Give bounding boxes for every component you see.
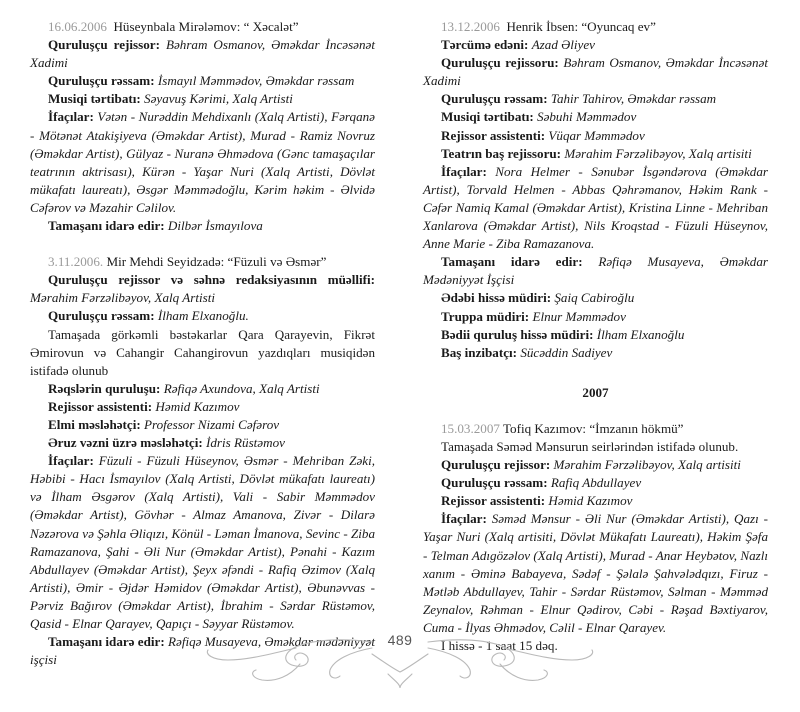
credit-value: Mərahim Fərzəlibəyov, Xalq artisiti <box>564 145 752 161</box>
credit-value: Sücəddin Sadiyev <box>520 344 613 360</box>
premiere-date: 15.03.2007 <box>441 420 500 436</box>
credit-line <box>30 90 375 108</box>
cast-list <box>423 510 768 637</box>
credit-value: Həmid Kazımov <box>548 493 633 509</box>
credit-label: Truppa müdiri: <box>441 308 530 324</box>
credit-value: Füzuli - Füzuli Hüseynov, Əsmər - Mehriban Zəki, Həbibi - Hacı İsmayılov (Xalq Artisti, Dövlət mükafatı laureatı) və İlham Əsgərov (Xalq Artisti), Vali - Sabir Məmmədov (Əməkdar Artist), Gövhər - Almaz Amanova, Zivər - Dilarə Nəzərova və Şəhla Əliqızı, Könül - Ləman İmanova, Sevinc - Ziba Ramazanova, Şahi - Əli Nur (Əməkdar Artist), Pənahi - Kazım Abdullayev (Əməkdar Artist), Şeyx əfəndi - Rafiq Əzimov (Xalq Artisti), Əmir - Əjdər Həmidov (Əməkdar Artist), Əbunəvvas - Pərviz Bağırov (Əməkdar Artist), İbrahim - Sərdar Rüstəmov, Qasid - Elnar Qarayev, Qapıçı - Səyyar Rüstəmov. <box>30 453 375 631</box>
credit-value: Həmid Kazımov <box>155 398 240 414</box>
credit-value: Professor Nizami Cəfərov <box>144 416 280 432</box>
note-text: Tamaşada Səməd Mənsurun seirlərindən istifadə olunub. <box>441 438 739 454</box>
credit-label: Quruluşçu rejissor: <box>48 37 160 53</box>
credit-value: Vüqar Məmmədov <box>548 127 645 143</box>
credit-value: Nora Helmer - Sənubər İsgəndərova (Əməkdar Artist), Torvald Helmen - Abbas Qəhrəmanov, Həkim Rank - Cəfər Namiq Kamal (Əməkdar Artist), Kristina Linne - Mehriban Xanlarova (Əməkdar Artist), Nils Kroqstad - Füzuli Hüseynov, Anne Marie - Ziba Ramazanova. <box>423 163 768 252</box>
credit-line <box>423 326 768 344</box>
credit-line <box>423 54 768 90</box>
right-column <box>423 18 768 673</box>
credit-value: Səməd Mənsur - Əli Nur (Əməkdar Artisti), Qazı - Yaşar Nuri (Xalq artisiti, Dövlət Mükafatı Laureatı), Həkim Şəfa - Telman Adıgözəlov (Xalq Artisti), Murad - Anar Heybətov, Nazlı xanım - Əminə Babayeva, Sədəf - Şəlalə Şahvələdqızı, Firuz - Mətləb Abdullayev, Tahir - Sərdar Rüstəmov, Səlman - Məmməd Zeynalov, Rəhman - Elnur Qədirov, Cəbi - Rəşad Bəxtiyarov, Cuma - İlyas Əhmədov, Cəlil - Elnar Qarayev. <box>423 511 768 635</box>
credit-line <box>30 307 375 325</box>
credit-label: Əruz vəzni üzrə məsləhətçi: <box>48 435 203 451</box>
credit-label: Quruluşçu rejissor: <box>441 457 551 473</box>
left-column <box>30 18 375 687</box>
credit-value: Səyavuş Kərimi, Xalq Artisti <box>144 91 293 107</box>
credit-label: İfaçılar: <box>48 109 94 125</box>
credit-line <box>423 145 768 163</box>
credit-label: Rejissor assistenti: <box>48 398 153 414</box>
page-number: 489 <box>387 632 413 648</box>
credit-line <box>423 127 768 145</box>
page-footer <box>0 628 800 702</box>
play-entry <box>30 253 375 669</box>
play-title: Hüseynbala Mirələmov: “ Xəcalət” <box>113 19 299 34</box>
credit-value: Elnur Məmmədov <box>532 308 626 324</box>
credit-value: İdris Rüstəmov <box>206 435 285 451</box>
credit-value: Bəhram Osmanov, Əməkdar İncəsənət Xadimi <box>30 37 375 71</box>
credit-value: Şaiq Cabiroğlu <box>554 290 635 306</box>
credit-value: Səbuhi Məmmədov <box>537 109 637 125</box>
credit-line <box>423 456 768 474</box>
credit-value: Rəfiqə Axundova, Xalq Artisti <box>163 380 320 396</box>
play-title: Tofiq Kazımov: “İmzanın hökmü” <box>502 420 684 436</box>
credit-value: Vətən - Nurəddin Mehdixanlı (Xalq Artisti), Fərqanə - Mötənət Atakişiyeva (Əməkdar Artist), Murad - Ramiz Novruz (Əməkdar Artist), Gülyaz - Nuranə Əhmədova (Gənc tamaşaçılar teatrının aktrisası), Kürən - Yaşar Nuri (Xalq Artisti, Dövlət mükafatı laureatı), Əsgər Məmmədoğlu, Kərim həkim - Əlvidə Cəfərov və Məzahir Cəlilov. <box>30 109 375 215</box>
credit-label: Rəqslərin quruluşu: <box>48 380 161 396</box>
credit-label: Tamaşanı idarə edir: <box>48 218 165 234</box>
credit-label: İfaçılar: <box>441 163 487 179</box>
credit-line <box>30 398 375 416</box>
credit-line <box>423 90 768 108</box>
play-heading <box>30 253 375 271</box>
credit-label: Tamaşanı idarə edir: <box>441 254 583 270</box>
credit-label: Quruluşçu rejissoru: <box>441 55 559 71</box>
credit-label: Quruluşçu rəssam: <box>441 91 548 107</box>
credit-label: Ədəbi hissə müdiri: <box>441 290 552 306</box>
credit-line <box>423 344 768 362</box>
credit-value: Bəhram Osmanov, Əməkdar İncəsənət Xadimi <box>423 55 768 89</box>
play-title: Henrik İbsen: “Oyuncaq ev” <box>506 19 656 34</box>
credit-label: Tamaşanı idarə edir: <box>48 634 165 650</box>
credit-line <box>423 108 768 126</box>
credit-label: Teatrın baş rejissoru: <box>441 145 562 161</box>
credit-value: İsmayıl Məmmədov, Əməkdar rəssam <box>157 73 355 89</box>
credit-line <box>30 36 375 72</box>
note-text: I hissə - 1 saat 15 dəq. <box>441 638 558 653</box>
credit-value: İlham Elxanoğlu. <box>157 308 249 324</box>
credit-value: Rafiq Abdullayev <box>550 475 642 491</box>
play-entry <box>423 18 768 362</box>
credit-value: Rəfiqə Musayeva, Əməkdar Mədəniyyət İşçisi <box>423 254 768 288</box>
play-heading <box>30 18 375 36</box>
credit-line <box>423 253 768 289</box>
credit-label: Tərcümə edəni: <box>441 37 529 53</box>
cast-list <box>30 452 375 633</box>
note-text: Tamaşada görkəmli bəstəkarlar Qara Qarayevin, Fikrət Əmirovun və Cahangir Cahangirovun yazdıqları musiqidən istifadə olunub <box>30 326 375 378</box>
credit-value: Dilbər İsmayılova <box>167 218 263 234</box>
credit-value: Mərahim Fərzəlibəyov, Xalq artisiti <box>553 457 741 473</box>
credit-label: İfaçılar: <box>441 511 487 527</box>
premiere-date: 3.11.2006. <box>48 254 104 270</box>
play-entry <box>423 420 768 655</box>
credit-label: Rejissor assistenti: <box>441 127 546 143</box>
credit-label: Musiqi tərtibatı: <box>441 109 534 125</box>
credit-line <box>423 289 768 307</box>
credit-label: Elmi məsləhətçi: <box>48 416 141 432</box>
credit-value: Mərahim Fərzəlibəyov, Xalq Artisti <box>30 290 215 306</box>
cast-list <box>30 108 375 217</box>
credit-value: Azad Əliyev <box>531 37 595 53</box>
credit-line <box>30 416 375 434</box>
credit-line <box>423 492 768 510</box>
credit-line <box>423 308 768 326</box>
credit-line <box>30 434 375 452</box>
credit-value: Rəfiqə Musayeva, Əməkdar mədəniyyət işçisi <box>30 634 375 668</box>
year-heading: 2007 <box>582 384 609 400</box>
premiere-date: 13.12.2006 <box>441 19 500 34</box>
credit-label: Quruluşçu rəssam: <box>441 475 548 491</box>
credit-label: İfaçılar: <box>48 453 94 469</box>
credit-line <box>30 217 375 235</box>
credit-label: Baş inzibatçı: <box>441 344 518 360</box>
play-heading <box>423 18 768 36</box>
credit-label: Quruluşçu rəssam: <box>48 73 155 89</box>
credit-label: Musiqi tərtibatı: <box>48 91 141 107</box>
credit-label: Quruluşçu rejissor və səhnə redaksiyasının müəllifi: <box>48 272 375 288</box>
play-title: Mir Mehdi Seyidzadə: “Füzuli və Əsmər” <box>106 254 327 270</box>
credit-value: Tahir Tahirov, Əməkdar rəssam <box>550 91 717 107</box>
premiere-date: 16.06.2006 <box>48 19 107 34</box>
credit-line <box>30 380 375 398</box>
credit-label: Bədii quruluş hissə müdiri: <box>441 326 594 342</box>
credit-line <box>423 474 768 492</box>
cast-list <box>423 163 768 253</box>
play-heading <box>423 420 768 438</box>
credit-line <box>30 271 375 307</box>
credit-line <box>30 72 375 90</box>
play-entry <box>30 18 375 235</box>
credit-label: Rejissor assistenti: <box>441 493 546 509</box>
credit-label: Quruluşçu rəssam: <box>48 308 155 324</box>
credit-line <box>423 36 768 54</box>
credit-value: İlham Elxanoğlu <box>596 326 685 342</box>
